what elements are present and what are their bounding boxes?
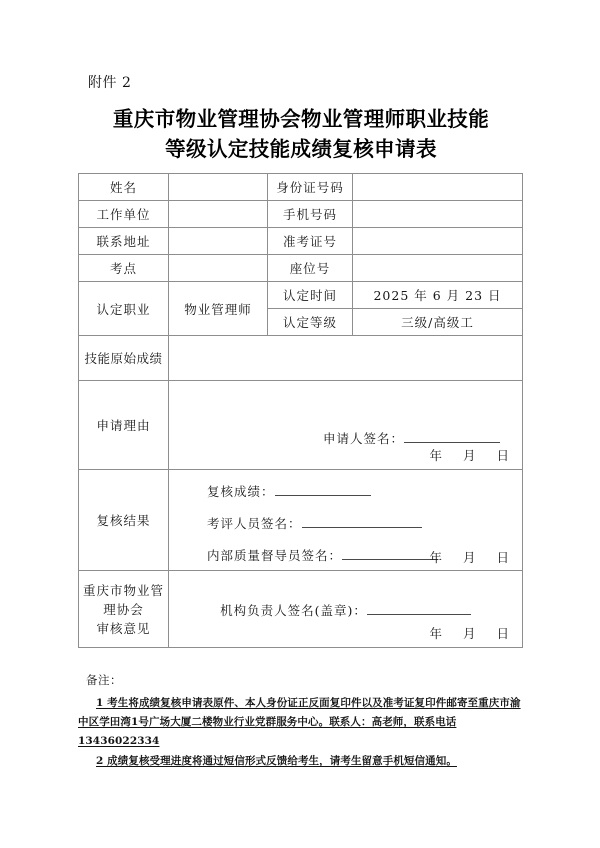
note-item: 2 成绩复核受理进度将通过短信形式反馈给考生，请考生留意手机短信通知。: [96, 755, 457, 767]
org-leader-signature-label: 机构负责人签名(盖章)：: [220, 603, 367, 618]
applicant-date-placeholder: [429, 446, 510, 464]
table-row: [79, 282, 523, 309]
application-form-table: [78, 173, 523, 648]
address-label: 联系地址: [79, 228, 169, 255]
id-number-label: 身份证号码: [268, 174, 353, 201]
day-label: 日: [496, 626, 510, 641]
title-line-1: 重庆市物业管理协会物业管理师职业技能: [112, 107, 490, 131]
year-label: 年: [429, 550, 443, 565]
reason-label: 申请理由: [79, 381, 169, 470]
work-unit-label: 工作单位: [79, 201, 169, 228]
table-row: [79, 381, 523, 470]
table-row: [79, 201, 523, 228]
month-label: 月: [462, 550, 477, 565]
original-score-value[interactable]: [169, 336, 523, 381]
cert-level-value[interactable]: 三级/高级工: [353, 309, 523, 336]
address-value[interactable]: [169, 228, 268, 255]
association-date-placeholder: [429, 624, 510, 642]
association-opinion-label: [79, 571, 169, 648]
page-title: [78, 104, 524, 164]
exam-site-label: 考点: [79, 255, 169, 282]
review-result-cell[interactable]: [169, 470, 523, 571]
table-row: [79, 228, 523, 255]
applicant-signature-label: 申请人签名：: [322, 431, 404, 446]
org-leader-signature-line[interactable]: [367, 601, 471, 615]
table-row: [79, 174, 523, 201]
work-unit-value[interactable]: [169, 201, 268, 228]
name-value[interactable]: [169, 174, 268, 201]
original-score-label: 技能原始成绩: [79, 336, 169, 381]
review-result-label: 复核结果: [79, 470, 169, 571]
cert-time-value[interactable]: 2025 年 6 月 23 日: [353, 282, 523, 309]
notes-section: [78, 672, 530, 771]
table-row: [79, 571, 523, 648]
occupation-label: 认定职业: [79, 282, 169, 336]
association-opinion-input-area[interactable]: [169, 571, 522, 647]
cert-time-label: 认定时间: [268, 282, 353, 309]
table-row: [79, 255, 523, 282]
year-label: 年: [429, 448, 443, 463]
title-line-2: 等级认定技能成绩复核申请表: [165, 137, 437, 161]
day-label: 日: [496, 448, 510, 463]
note-item: 1 考生将成绩复核申请表原件、本人身份证正反面复印件以及准考证复印件邮寄至重庆市渝中区学田湾1号广场大厦二楼物业行业党群服务中心。联系人：高老师，联系电话13436022334: [78, 697, 521, 747]
seat-number-label: 座位号: [268, 255, 353, 282]
id-number-value[interactable]: [353, 174, 523, 201]
quality-supervisor-signature-line[interactable]: [342, 546, 438, 560]
reason-input-area[interactable]: [169, 381, 522, 469]
association-opinion-label-line-3: 审核意见: [96, 620, 151, 636]
admission-ticket-value[interactable]: [353, 228, 523, 255]
mobile-value[interactable]: [353, 201, 523, 228]
mobile-label: 手机号码: [268, 201, 353, 228]
table-row: [79, 336, 523, 381]
reason-cell[interactable]: [169, 381, 523, 470]
year-label: 年: [429, 626, 443, 641]
month-label: 月: [462, 448, 477, 463]
org-leader-signature-row: [169, 601, 522, 619]
month-label: 月: [462, 626, 477, 641]
quality-supervisor-signature-label: 内部质量督导员签名：: [207, 548, 343, 563]
cert-level-label: 认定等级: [268, 309, 353, 336]
occupation-value[interactable]: 物业管理师: [169, 282, 268, 336]
exam-site-value[interactable]: [169, 255, 268, 282]
review-date-placeholder: [429, 548, 510, 566]
applicant-signature-line[interactable]: [404, 429, 500, 443]
seat-number-value[interactable]: [353, 255, 523, 282]
name-label: 姓名: [79, 174, 169, 201]
review-score-label: 复核成绩：: [207, 484, 275, 499]
day-label: 日: [496, 550, 510, 565]
association-opinion-label-line-2: 理协会: [103, 601, 144, 617]
review-score-row: [207, 482, 522, 500]
attachment-label: 附件 2: [88, 75, 132, 91]
association-opinion-cell[interactable]: [169, 571, 523, 648]
association-opinion-label-line-1: 重庆市物业管: [82, 582, 164, 598]
examiner-signature-line[interactable]: [302, 514, 422, 528]
review-input-area[interactable]: [169, 470, 522, 570]
review-score-line[interactable]: [275, 482, 371, 496]
admission-ticket-label: 准考证号: [268, 228, 353, 255]
notes-title: 备注：: [86, 673, 122, 687]
examiner-signature-label: 考评人员签名：: [207, 516, 302, 531]
table-row: [79, 470, 523, 571]
applicant-signature-row: [323, 429, 500, 447]
examiner-signature-row: [207, 514, 522, 532]
